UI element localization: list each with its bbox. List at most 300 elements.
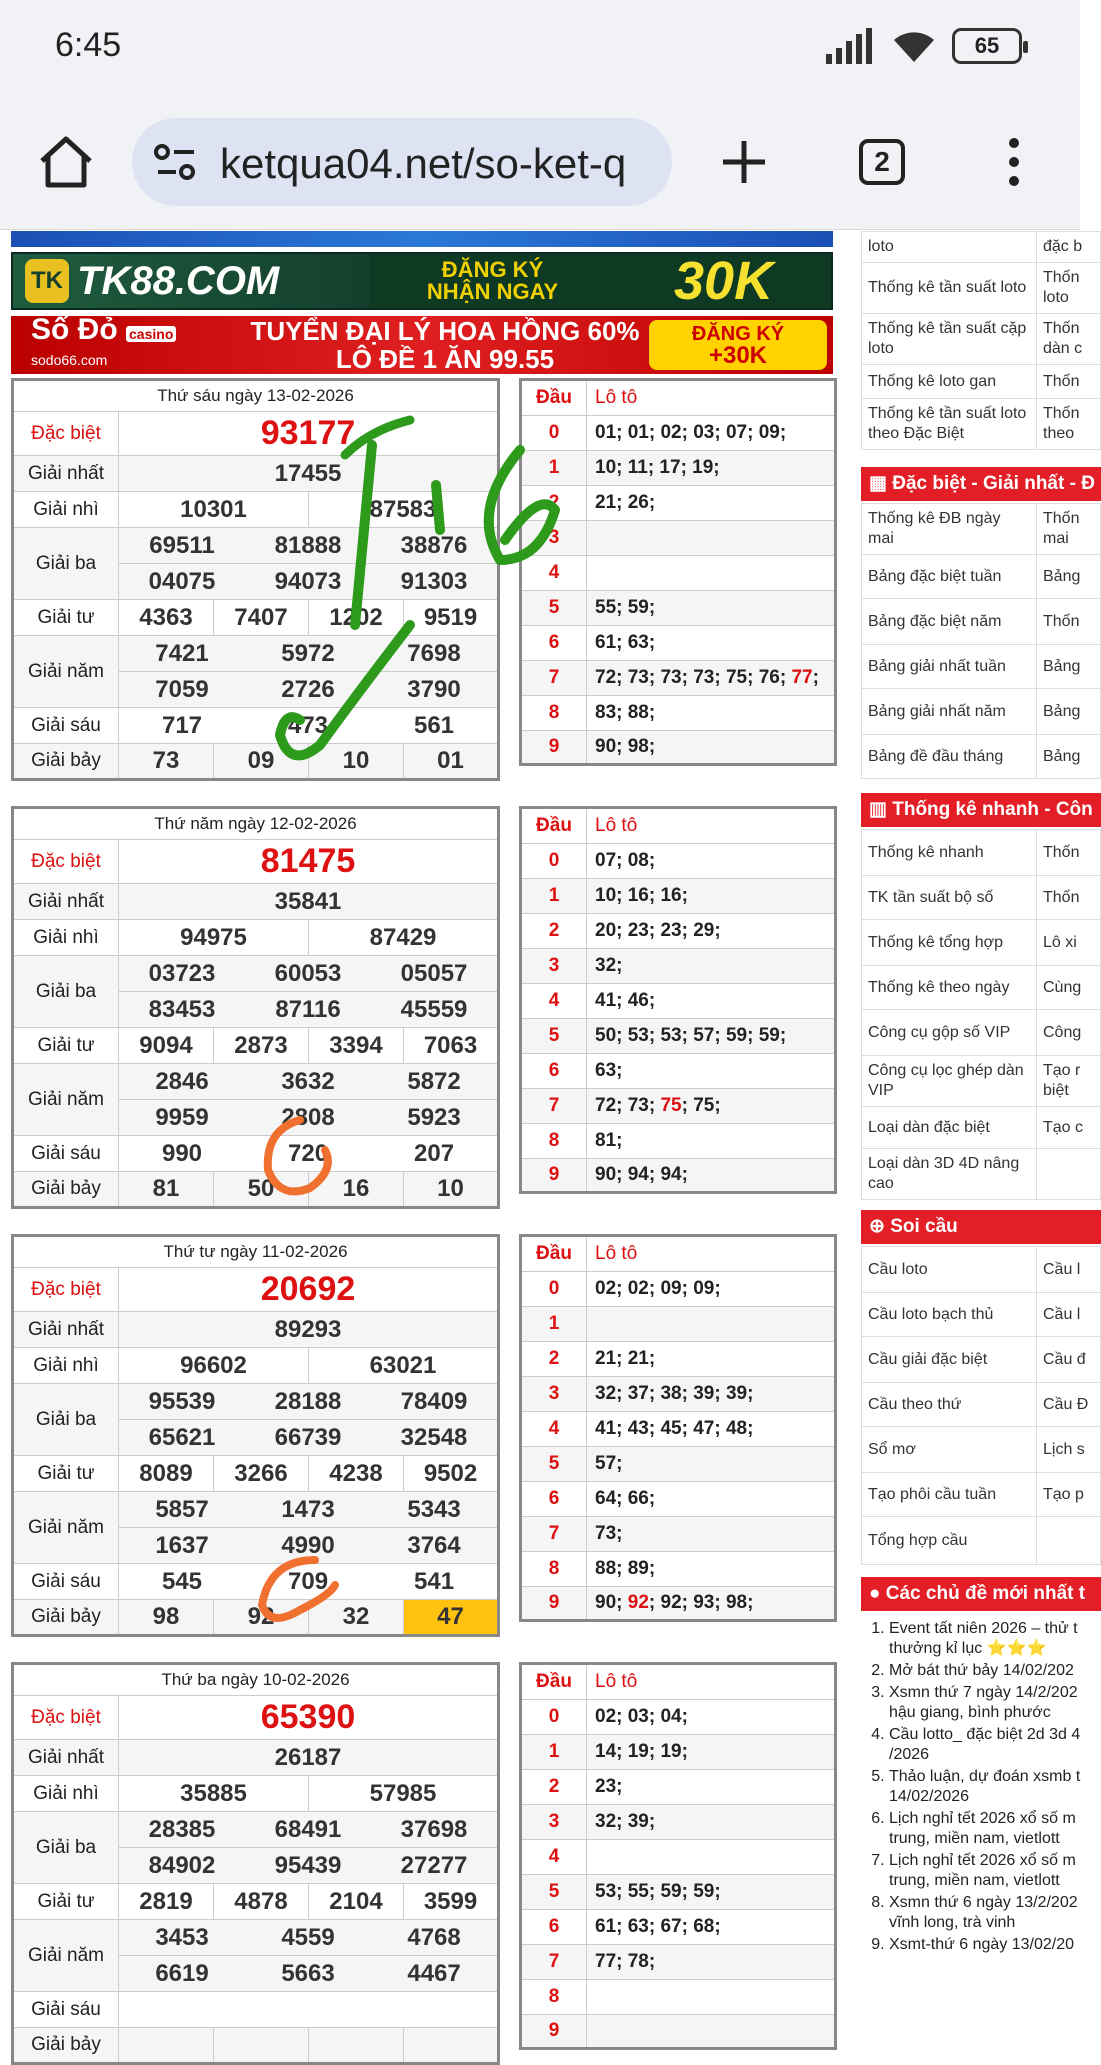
loto-table bbox=[519, 1662, 837, 2050]
loto-values: 61; 63; bbox=[587, 626, 836, 661]
third-prize-line bbox=[119, 992, 499, 1028]
result-row bbox=[13, 1776, 499, 1812]
draw-title: Thứ năm ngày 12-02-2026 bbox=[13, 808, 499, 840]
new-tab-button[interactable] bbox=[706, 124, 782, 200]
loto-values: 32; bbox=[587, 949, 836, 984]
section-icon: ⊕ bbox=[869, 1216, 891, 1237]
sidebar-link[interactable]: Thống kê tổng hợp bbox=[862, 920, 1037, 966]
sidebar-link[interactable]: Bảng đặc biệt năm bbox=[862, 599, 1037, 645]
label-second: Giải nhì bbox=[13, 920, 119, 956]
result-row bbox=[13, 1992, 499, 2028]
third-prize-line bbox=[119, 1420, 499, 1456]
seventh-prize: 47 bbox=[404, 1600, 499, 1636]
second-prize: 35885 bbox=[119, 1776, 309, 1812]
loto-values: 90; 94; 94; bbox=[587, 1159, 836, 1193]
status-icons bbox=[826, 28, 1022, 64]
sidebar-section-header bbox=[861, 793, 1101, 827]
loto-row bbox=[521, 1735, 836, 1770]
sidebar-desc: Lô xi bbox=[1037, 920, 1101, 966]
loto-row bbox=[521, 486, 836, 521]
sidebar-row[interactable] bbox=[862, 830, 1101, 876]
loto-special-match: 75 bbox=[660, 1095, 682, 1116]
sidebar-link[interactable]: Cầu loto bạch thủ bbox=[862, 1293, 1037, 1337]
third-prize: 38876 bbox=[400, 531, 468, 559]
loto-values: 20; 23; 23; 29; bbox=[587, 914, 836, 949]
sidebar-section-header bbox=[861, 1577, 1101, 1611]
sidebar-desc: Bảng bbox=[1037, 555, 1101, 599]
loto-row bbox=[521, 696, 836, 731]
fourth-prize: 9519 bbox=[404, 600, 499, 636]
fifth-prize-line bbox=[119, 1956, 499, 1992]
fifth-prize: 5972 bbox=[281, 639, 335, 667]
sidebar-link[interactable]: Thống kê ĐB ngày mai bbox=[862, 504, 1037, 555]
loto-row bbox=[521, 1342, 836, 1377]
sidebar-row[interactable] bbox=[862, 263, 1101, 314]
sidebar-desc: Thốn mai bbox=[1037, 504, 1101, 555]
label-sixth: Giải sáu bbox=[13, 1136, 119, 1172]
sixth-prize: 561 bbox=[413, 711, 455, 739]
loto-head-digit: 8 bbox=[521, 1124, 587, 1159]
sidebar-row[interactable] bbox=[862, 1149, 1101, 1200]
sixth-prize: 541 bbox=[414, 1567, 455, 1595]
tabs-button[interactable] bbox=[844, 124, 920, 200]
loto-row bbox=[521, 1770, 836, 1805]
loto-values: 32; 39; bbox=[587, 1805, 836, 1840]
loto-row bbox=[521, 1875, 836, 1910]
topic-item[interactable]: 2. Mở bát thứ bảy 14/02/202 bbox=[889, 1661, 1091, 1681]
fifth-prize: 1637 bbox=[155, 1531, 209, 1559]
sidebar-row[interactable] bbox=[862, 735, 1101, 779]
sidebar-link[interactable]: Thống kê loto gan bbox=[862, 365, 1037, 399]
sidebar-section-title: Thống kê nhanh - Côn bbox=[892, 799, 1093, 820]
loto-row bbox=[521, 1945, 836, 1980]
first-prize: 17455 bbox=[119, 456, 499, 492]
sidebar-row[interactable] bbox=[862, 966, 1101, 1010]
loto-values: 83; 88; bbox=[587, 696, 836, 731]
fifth-prize: 2726 bbox=[281, 675, 335, 703]
topic-item[interactable]: 7. Lịch nghỉ tết 2026 xổ số m trung, miền nam, vietlott bbox=[889, 1851, 1091, 1891]
fifth-prize: 4768 bbox=[407, 1923, 461, 1951]
result-row bbox=[13, 492, 499, 528]
loto-head-digit: 3 bbox=[521, 1805, 587, 1840]
sidebar-link[interactable]: Loại dàn 3D 4D nâng cao bbox=[862, 1149, 1037, 1200]
sidebar-row[interactable] bbox=[862, 365, 1101, 399]
plus-icon bbox=[721, 139, 767, 185]
sidebar-link[interactable]: Thống kê theo ngày bbox=[862, 966, 1037, 1010]
sidebar-link[interactable]: Cầu loto bbox=[862, 1247, 1037, 1293]
sidebar-desc bbox=[1037, 1517, 1101, 1565]
third-prize: 94073 bbox=[274, 567, 342, 595]
topic-item[interactable]: 6. Lịch nghỉ tết 2026 xổ số m trung, miền nam, vietlott bbox=[889, 1809, 1091, 1849]
topic-item[interactable]: 4. Cầu lotto_ đặc biệt 2d 3d 4 /2026 bbox=[889, 1725, 1091, 1765]
banner-top[interactable] bbox=[11, 231, 833, 247]
url-text[interactable]: ketqua04.net/so-ket-q bbox=[220, 140, 627, 187]
loto-head-digit: 4 bbox=[521, 1412, 587, 1447]
loto-head-digit: 0 bbox=[521, 416, 587, 451]
label-sixth: Giải sáu bbox=[13, 1564, 119, 1600]
sidebar-row[interactable] bbox=[862, 1107, 1101, 1149]
loto-head-digit: 7 bbox=[521, 1945, 587, 1980]
third-prize: 65621 bbox=[148, 1423, 216, 1451]
sidebar-link[interactable]: TK tần suất bộ số bbox=[862, 876, 1037, 920]
sidebar-link[interactable]: Bảng đặc biệt tuần bbox=[862, 555, 1037, 599]
loto-values: 73; bbox=[587, 1517, 836, 1552]
sidebar-row[interactable] bbox=[862, 1010, 1101, 1056]
sixth-prize: 709 bbox=[288, 1567, 329, 1595]
sidebar-row[interactable] bbox=[862, 1247, 1101, 1293]
result-row bbox=[13, 1740, 499, 1776]
loto-head-digit: 0 bbox=[521, 1700, 587, 1735]
loto-head-digit: 2 bbox=[521, 1770, 587, 1805]
fourth-prize: 3266 bbox=[214, 1456, 309, 1492]
tk88-brand: TK88.COM bbox=[77, 258, 280, 303]
loto-head-digit: 4 bbox=[521, 556, 587, 591]
sidebar-row[interactable] bbox=[862, 1427, 1101, 1473]
loto-head-digit: 1 bbox=[521, 1307, 587, 1342]
seventh-prize: 81 bbox=[119, 1172, 214, 1208]
sidebar-link[interactable]: Cầu theo thứ bbox=[862, 1383, 1037, 1427]
third-prize: 04075 bbox=[148, 567, 216, 595]
loto-head-digit: 1 bbox=[521, 879, 587, 914]
seventh-prize bbox=[214, 2028, 309, 2064]
sodo-line2: LÔ ĐỀ 1 ĂN 99.55 bbox=[335, 344, 555, 374]
sidebar-section-header bbox=[861, 467, 1101, 501]
seventh-prize: 10 bbox=[404, 1172, 499, 1208]
loto-table bbox=[519, 378, 837, 766]
sidebar-section-title: Các chủ đề mới nhất t bbox=[885, 1583, 1086, 1604]
label-fifth: Giải năm bbox=[13, 1492, 119, 1564]
label-seventh: Giải bảy bbox=[13, 744, 119, 780]
loto-head-dau: Đầu bbox=[521, 380, 587, 416]
result-row bbox=[13, 1600, 499, 1636]
label-second: Giải nhì bbox=[13, 1348, 119, 1384]
label-seventh: Giải bảy bbox=[13, 2028, 119, 2064]
loto-head-digit: 9 bbox=[521, 2015, 587, 2049]
third-prize-line bbox=[119, 528, 499, 564]
result-row bbox=[13, 412, 499, 456]
third-prize: 81888 bbox=[274, 531, 342, 559]
draw-title: Thứ ba ngày 10-02-2026 bbox=[13, 1664, 499, 1696]
topic-item[interactable]: 3. Xsmn thứ 7 ngày 14/2/202 hậu giang, bình phước bbox=[889, 1683, 1091, 1723]
topic-item[interactable]: 8. Xsmn thứ 6 ngày 13/2/202 vĩnh long, trà vinh bbox=[889, 1893, 1091, 1933]
fifth-prize-line bbox=[119, 1064, 499, 1100]
label-special: Đặc biệt bbox=[13, 412, 119, 456]
home-button[interactable] bbox=[28, 124, 104, 200]
third-prize: 60053 bbox=[274, 959, 342, 987]
loto-row bbox=[521, 1054, 836, 1089]
result-row bbox=[13, 1268, 499, 1312]
loto-head-digit: 1 bbox=[521, 1735, 587, 1770]
sidebar-link[interactable]: Thống kê nhanh bbox=[862, 830, 1037, 876]
fifth-prize: 5923 bbox=[407, 1103, 461, 1131]
sixth-prize: 545 bbox=[161, 1567, 203, 1595]
loto-values bbox=[587, 521, 836, 556]
loto-head-loto: Lô tô bbox=[587, 1664, 836, 1700]
loto-values: 32; 37; 38; 39; 39; bbox=[587, 1377, 836, 1412]
loto-row bbox=[521, 661, 836, 696]
sidebar-row[interactable] bbox=[862, 1293, 1101, 1337]
sidebar-link[interactable]: Thống kê tần suất loto theo Đặc Biệt bbox=[862, 399, 1037, 450]
second-prize: 63021 bbox=[309, 1348, 499, 1384]
seventh-prize: 98 bbox=[119, 1600, 214, 1636]
sidebar-link[interactable]: Sổ mơ bbox=[862, 1427, 1037, 1473]
sidebar-desc: Cầu Đ bbox=[1037, 1383, 1101, 1427]
seventh-prize: 09 bbox=[214, 744, 309, 780]
loto-values: 72; 73; 75; 75; bbox=[587, 1089, 836, 1124]
sidebar-row[interactable] bbox=[862, 599, 1101, 645]
loto-row bbox=[521, 2015, 836, 2049]
sidebar-link[interactable]: Thống kê tần suất cặp loto bbox=[862, 314, 1037, 365]
sidebar-desc: Thốn dàn c bbox=[1037, 314, 1101, 365]
loto-values: 21; 21; bbox=[587, 1342, 836, 1377]
loto-head-digit: 8 bbox=[521, 1980, 587, 2015]
fourth-prize: 4238 bbox=[309, 1456, 404, 1492]
label-first: Giải nhất bbox=[13, 456, 119, 492]
fifth-prize: 5343 bbox=[407, 1495, 461, 1523]
loto-head-digit: 6 bbox=[521, 1482, 587, 1517]
loto-head-loto: Lô tô bbox=[587, 1236, 836, 1272]
sidebar-link[interactable]: Bảng giải nhất năm bbox=[862, 689, 1037, 735]
seventh-prize: 92 bbox=[214, 1600, 309, 1636]
sidebar-row[interactable] bbox=[862, 504, 1101, 555]
loto-row bbox=[521, 1089, 836, 1124]
loto-row bbox=[521, 1124, 836, 1159]
sidebar-row[interactable] bbox=[862, 555, 1101, 599]
sidebar-desc: Công bbox=[1037, 1010, 1101, 1056]
fifth-prize-line bbox=[119, 672, 499, 708]
sodo-brand: Số Đỏ bbox=[31, 313, 118, 346]
loto-row bbox=[521, 1307, 836, 1342]
result-table bbox=[11, 378, 500, 781]
loto-head-digit: 5 bbox=[521, 1019, 587, 1054]
result-row bbox=[13, 1064, 499, 1100]
result-row bbox=[13, 1920, 499, 1956]
result-row bbox=[13, 1456, 499, 1492]
sidebar-row[interactable] bbox=[862, 1337, 1101, 1383]
special-prize: 65390 bbox=[119, 1696, 499, 1740]
sidebar-row[interactable] bbox=[862, 1517, 1101, 1565]
third-prize-line bbox=[119, 956, 499, 992]
sidebar-row[interactable] bbox=[862, 1056, 1101, 1107]
result-row bbox=[13, 1236, 499, 1268]
sidebar-link[interactable]: Bảng giải nhất tuần bbox=[862, 645, 1037, 689]
label-fifth: Giải năm bbox=[13, 1920, 119, 1992]
sixth-prize: 990 bbox=[161, 1139, 203, 1167]
draw-title: Thứ sáu ngày 13-02-2026 bbox=[13, 380, 499, 412]
sidebar-table bbox=[861, 503, 1101, 779]
first-prize: 89293 bbox=[119, 1312, 499, 1348]
battery-icon bbox=[952, 28, 1022, 64]
loto-values: 41; 46; bbox=[587, 984, 836, 1019]
wifi-icon bbox=[890, 28, 938, 64]
loto-head-digit: 2 bbox=[521, 914, 587, 949]
result-row bbox=[13, 1492, 499, 1528]
loto-head-digit: 9 bbox=[521, 1159, 587, 1193]
third-prize: 95539 bbox=[148, 1387, 216, 1415]
sidebar-link[interactable]: Thống kê tần suất loto bbox=[862, 263, 1037, 314]
browser-toolbar bbox=[0, 96, 1080, 230]
sodo-url: sodo66.com bbox=[31, 352, 108, 368]
topic-item[interactable]: 9. Xsmt-thứ 6 ngày 13/02/20 bbox=[889, 1935, 1091, 1955]
address-bar[interactable] bbox=[132, 118, 672, 206]
sidebar-link[interactable]: Công cụ gộp số VIP bbox=[862, 1010, 1037, 1056]
sidebar-desc: Tạo p bbox=[1037, 1473, 1101, 1517]
sodo-register-button[interactable] bbox=[649, 320, 827, 370]
label-fourth: Giải tư bbox=[13, 600, 119, 636]
banner-tk88[interactable] bbox=[11, 252, 833, 310]
loto-row bbox=[521, 1980, 836, 2015]
loto-row bbox=[521, 1272, 836, 1307]
loto-head-digit: 2 bbox=[521, 486, 587, 521]
sixth-prize: 207 bbox=[414, 1139, 455, 1167]
third-prize: 66739 bbox=[274, 1423, 342, 1451]
section-icon: ▦ bbox=[869, 473, 893, 494]
loto-row bbox=[521, 1700, 836, 1735]
topic-item[interactable]: 1. Event tất niên 2026 – thử t thưởng kỉ lục ⭐⭐⭐ bbox=[889, 1619, 1091, 1659]
loto-head-digit: 8 bbox=[521, 1552, 587, 1587]
result-row bbox=[13, 1348, 499, 1384]
fifth-prize-line bbox=[119, 1100, 499, 1136]
loto-head-digit: 1 bbox=[521, 451, 587, 486]
result-row bbox=[13, 808, 499, 840]
sidebar-link[interactable]: Công cụ lọc ghép dàn VIP bbox=[862, 1056, 1037, 1107]
sidebar-desc: Thốn bbox=[1037, 830, 1101, 876]
result-row bbox=[13, 2028, 499, 2064]
home-icon bbox=[38, 135, 94, 189]
sodo-casino: casino bbox=[126, 326, 176, 342]
loto-values: 53; 55; 59; 59; bbox=[587, 1875, 836, 1910]
loto-values bbox=[587, 556, 836, 591]
sidebar-desc: Bảng bbox=[1037, 645, 1101, 689]
label-third: Giải ba bbox=[13, 1384, 119, 1456]
third-prize: 32548 bbox=[400, 1423, 468, 1451]
seventh-prize: 32 bbox=[309, 1600, 404, 1636]
loto-row bbox=[521, 731, 836, 765]
third-prize: 03723 bbox=[148, 959, 216, 987]
result-table bbox=[11, 1662, 500, 2065]
sidebar-row[interactable] bbox=[862, 232, 1101, 263]
result-row bbox=[13, 528, 499, 564]
loto-head-dau: Đầu bbox=[521, 808, 587, 844]
loto-head-loto: Lô tô bbox=[587, 380, 836, 416]
result-row bbox=[13, 380, 499, 412]
sidebar-row[interactable] bbox=[862, 876, 1101, 920]
loto-row bbox=[521, 844, 836, 879]
menu-button[interactable] bbox=[976, 124, 1052, 200]
loto-row bbox=[521, 1019, 836, 1054]
sidebar-link[interactable]: Cầu giải đặc biệt bbox=[862, 1337, 1037, 1383]
fourth-prize: 9094 bbox=[119, 1028, 214, 1064]
sidebar-desc: đặc b bbox=[1037, 232, 1101, 263]
sidebar-row[interactable] bbox=[862, 1383, 1101, 1427]
fifth-prize-line bbox=[119, 1528, 499, 1564]
sidebar-row[interactable] bbox=[862, 1473, 1101, 1517]
sidebar-section-title: Soi cầu bbox=[890, 1216, 958, 1237]
third-prize: 27277 bbox=[400, 1851, 468, 1879]
second-prize: 94975 bbox=[119, 920, 309, 956]
section-icon: ▥ bbox=[869, 799, 893, 820]
fifth-prize: 3453 bbox=[155, 1923, 209, 1951]
fourth-prize: 9502 bbox=[404, 1456, 499, 1492]
label-third: Giải ba bbox=[13, 1812, 119, 1884]
sidebar-desc: Cầu l bbox=[1037, 1247, 1101, 1293]
sidebar-table bbox=[861, 1246, 1101, 1565]
site-settings-icon[interactable] bbox=[154, 142, 198, 182]
fourth-prize: 3599 bbox=[404, 1884, 499, 1920]
loto-values: 81; bbox=[587, 1124, 836, 1159]
loto-row bbox=[521, 1159, 836, 1193]
fifth-prize: 2808 bbox=[281, 1103, 335, 1131]
loto-row bbox=[521, 914, 836, 949]
loto-row bbox=[521, 1517, 836, 1552]
special-prize: 81475 bbox=[119, 840, 499, 884]
fourth-prize: 2104 bbox=[309, 1884, 404, 1920]
label-fourth: Giải tư bbox=[13, 1456, 119, 1492]
fifth-prize: 7421 bbox=[155, 639, 209, 667]
loto-row bbox=[521, 591, 836, 626]
sidebar-desc bbox=[1037, 1149, 1101, 1200]
loto-values: 01; 01; 02; 03; 07; 09; bbox=[587, 416, 836, 451]
third-prize-line bbox=[119, 1384, 499, 1420]
loto-head-digit: 6 bbox=[521, 1054, 587, 1089]
sidebar-desc: Cùng bbox=[1037, 966, 1101, 1010]
page-content bbox=[0, 231, 1095, 2055]
result-row bbox=[13, 636, 499, 672]
loto-row bbox=[521, 416, 836, 451]
sidebar-link[interactable]: Tổng hợp cầu bbox=[862, 1517, 1037, 1565]
result-table bbox=[11, 806, 500, 1209]
loto-values: 23; bbox=[587, 1770, 836, 1805]
loto-values: 57; bbox=[587, 1447, 836, 1482]
banner-sodo[interactable] bbox=[11, 313, 833, 374]
sidebar-link[interactable]: loto bbox=[862, 232, 1037, 263]
seventh-prize: 16 bbox=[309, 1172, 404, 1208]
sidebar-table bbox=[861, 829, 1101, 1200]
loto-special-match: 77 bbox=[791, 667, 813, 688]
sidebar-link[interactable]: Bảng đề đầu tháng bbox=[862, 735, 1037, 779]
sidebar-desc: Tạo r biệt bbox=[1037, 1056, 1101, 1107]
loto-head-digit: 6 bbox=[521, 1910, 587, 1945]
loto-row bbox=[521, 521, 836, 556]
loto-values: 61; 63; 67; 68; bbox=[587, 1910, 836, 1945]
sidebar-row[interactable] bbox=[862, 645, 1101, 689]
loto-head-digit: 2 bbox=[521, 1342, 587, 1377]
loto-values: 55; 59; bbox=[587, 591, 836, 626]
sidebar-row[interactable] bbox=[862, 399, 1101, 450]
signal-icon bbox=[826, 28, 876, 64]
result-row bbox=[13, 1172, 499, 1208]
loto-head-digit: 4 bbox=[521, 1840, 587, 1875]
label-first: Giải nhất bbox=[13, 884, 119, 920]
second-prize: 57985 bbox=[309, 1776, 499, 1812]
second-prize: 10301 bbox=[119, 492, 309, 528]
fourth-prize: 1202 bbox=[309, 600, 404, 636]
loto-head-digit: 3 bbox=[521, 521, 587, 556]
fourth-prize: 8089 bbox=[119, 1456, 214, 1492]
sidebar-row[interactable] bbox=[862, 920, 1101, 966]
sidebar-link[interactable]: Tạo phôi cầu tuần bbox=[862, 1473, 1037, 1517]
sidebar-row[interactable] bbox=[862, 689, 1101, 735]
status-time: 6:45 bbox=[55, 26, 122, 64]
sidebar-row[interactable] bbox=[862, 314, 1101, 365]
sidebar-desc: Bảng bbox=[1037, 735, 1101, 779]
sidebar-link[interactable]: Loại dàn đặc biệt bbox=[862, 1107, 1037, 1149]
loto-table bbox=[519, 806, 837, 1194]
loto-head-digit: 7 bbox=[521, 661, 587, 696]
loto-values: 72; 73; 73; 73; 75; 76; 77; bbox=[587, 661, 836, 696]
topic-item[interactable]: 5. Thảo luận, dự đoán xsmb t 14/02/2026 bbox=[889, 1767, 1091, 1807]
loto-values: 02; 03; 04; bbox=[587, 1700, 836, 1735]
